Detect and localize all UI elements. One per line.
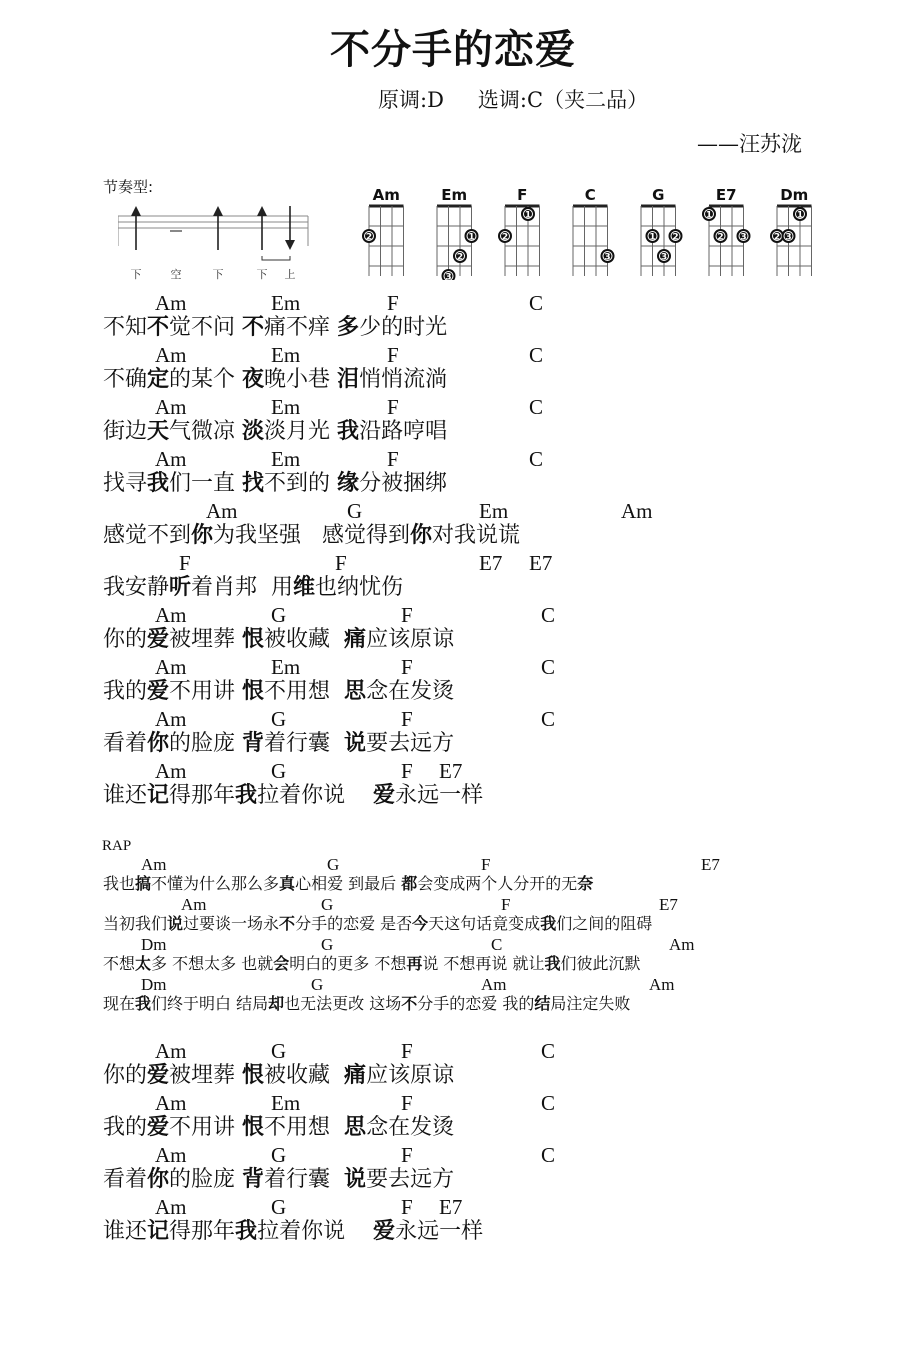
- chord-symbol: C: [529, 447, 544, 471]
- chord-symbol: F: [401, 1091, 413, 1115]
- lyric-text: 不想太多 不想太多 也就会明白的更多 不想再说 不想再说 就让我们彼此沉默: [103, 954, 641, 973]
- chord-symbol: F: [387, 291, 399, 315]
- finger-number: 1: [468, 232, 475, 243]
- finger-number: 3: [785, 232, 792, 243]
- finger-number: 3: [740, 232, 747, 243]
- chord-symbol: Dm: [141, 935, 167, 954]
- finger-number: 2: [773, 232, 781, 243]
- chord-symbol: G: [271, 759, 287, 783]
- chord-diagram-e7: [702, 186, 751, 276]
- chord-symbol: Am: [155, 1195, 187, 1219]
- finger-number: 1: [796, 210, 804, 221]
- chord-name: C: [584, 186, 596, 204]
- finger-number: 2: [501, 232, 509, 243]
- finger-number: 3: [660, 252, 668, 263]
- chord-symbol: G: [271, 707, 287, 731]
- chord-symbol: Am: [155, 759, 187, 783]
- arrow-head-icon: [213, 206, 223, 216]
- chord-symbol: Am: [206, 499, 238, 523]
- chord-symbol: Am: [669, 935, 695, 954]
- rhythm-label: 节奏型:: [103, 178, 154, 196]
- chord-symbol: F: [401, 707, 413, 731]
- arrow-head-icon: [285, 240, 295, 250]
- lyric-text: 看着你的脸庞 背着行囊 说要去远方: [103, 1167, 455, 1192]
- chord-symbol: Dm: [141, 975, 167, 994]
- chord-symbol: C: [529, 343, 544, 367]
- beat-label: 空: [170, 268, 182, 281]
- chord-symbol: Am: [155, 1143, 187, 1167]
- chord-symbol: E7: [701, 855, 720, 874]
- chord-symbol: E7: [479, 551, 503, 575]
- chord-symbol: Am: [141, 855, 167, 874]
- chord-symbol: Am: [155, 447, 187, 471]
- lyric-text: 你的爱被埋葬 恨被收藏 痛应该原谅: [103, 1063, 455, 1088]
- rap-label: RAP: [102, 838, 132, 854]
- chord-symbol: Em: [271, 655, 301, 679]
- chord-symbol: Am: [155, 343, 187, 367]
- chord-symbol: Am: [155, 655, 187, 679]
- chord-symbol: G: [271, 603, 287, 627]
- chord-diagram-am: [362, 186, 404, 276]
- chord-symbol: G: [271, 1039, 287, 1063]
- chord-symbol: Am: [155, 291, 187, 315]
- chord-symbol: F: [387, 343, 399, 367]
- lyric-text: 我安静听着肖邦 用维也纳忧伤: [103, 575, 404, 600]
- lyric-text: 你的爱被埋葬 恨被收藏 痛应该原谅: [103, 627, 455, 652]
- chord-symbol: Am: [155, 603, 187, 627]
- chord-symbol: C: [529, 395, 544, 419]
- chord-symbol: G: [271, 1143, 287, 1167]
- finger-number: 2: [456, 252, 464, 263]
- chord-symbol: Am: [181, 895, 207, 914]
- chord-symbol: F: [401, 603, 413, 627]
- chord-name: Dm: [780, 186, 809, 204]
- original-key: 原调:D: [378, 88, 444, 112]
- chord-symbol: E7: [439, 759, 463, 783]
- chord-symbol: Am: [481, 975, 507, 994]
- chord-symbol: G: [271, 1195, 287, 1219]
- chord-name: Am: [372, 186, 400, 204]
- chord-symbol: G: [327, 855, 340, 874]
- lyric-text: 街边天气微凉 淡淡月光 我沿路哼唱: [103, 419, 448, 444]
- finger-number: 2: [365, 232, 373, 243]
- finger-number: 1: [649, 232, 656, 243]
- chord-symbol: F: [401, 759, 413, 783]
- beat-label: 下: [130, 268, 142, 281]
- chord-symbol: F: [401, 1195, 413, 1219]
- chord-symbol: Em: [271, 343, 301, 367]
- beat-label: 下: [212, 268, 224, 281]
- finger-number: 2: [717, 232, 724, 243]
- lyric-text: 不确定的某个 夜晚小巷 泪悄悄流淌: [103, 367, 448, 392]
- chord-symbol: F: [401, 1143, 413, 1167]
- chord-symbol: C: [541, 707, 556, 731]
- chord-diagram-em: [437, 186, 479, 280]
- finger-number: 3: [445, 272, 452, 280]
- key-info: [378, 84, 682, 114]
- chord-symbol: Am: [621, 499, 653, 523]
- finger-number: 3: [604, 252, 611, 263]
- rhythm-pattern: [118, 198, 318, 284]
- chord-symbol: C: [541, 655, 556, 679]
- chord-symbol: F: [335, 551, 347, 575]
- chord-symbol: C: [541, 603, 556, 627]
- arrow-head-icon: [131, 206, 141, 216]
- artist-name: ——汪苏泷: [697, 132, 802, 156]
- finger-number: 2: [672, 232, 679, 243]
- lyric-text: 我的爱不用讲 恨不用想 思念在发烫: [103, 679, 455, 704]
- chord-symbol: C: [529, 291, 544, 315]
- chord-name: G: [652, 186, 665, 204]
- chord-symbol: Em: [271, 1091, 301, 1115]
- chord-symbol: G: [311, 975, 324, 994]
- finger-number: 1: [705, 210, 713, 221]
- chord-symbol: Em: [271, 447, 301, 471]
- chord-symbol: G: [347, 499, 363, 523]
- arrow-head-icon: [257, 206, 267, 216]
- lyric-text: 找寻我们一直 找不到的 缘分被捆绑: [103, 471, 448, 496]
- chord-name: E7: [715, 186, 737, 204]
- chord-symbol: E7: [659, 895, 678, 914]
- chord-symbol: C: [541, 1143, 556, 1167]
- beat-label: 下: [256, 268, 268, 281]
- lyric-text: 看着你的脸庞 背着行囊 说要去远方: [103, 731, 455, 756]
- lyric-text: 我的爱不用讲 恨不用想 思念在发烫: [103, 1115, 455, 1140]
- lyric-text: 现在我们终于明白 结局却也无法更改 这场不分手的恋爱 我的结局注定失败: [103, 994, 631, 1013]
- chord-symbol: F: [481, 855, 491, 874]
- chord-symbol: Em: [479, 499, 509, 523]
- chord-symbol: Am: [155, 707, 187, 731]
- chord-name: Em: [441, 186, 468, 204]
- chord-symbol: Am: [155, 395, 187, 419]
- lyric-text: 不知不觉不问 不痛不痒 多少的时光: [103, 315, 448, 340]
- chord-symbol: G: [321, 935, 334, 954]
- chord-symbol: Em: [271, 291, 301, 315]
- chord-symbol: C: [541, 1091, 556, 1115]
- chord-symbol: F: [501, 895, 511, 914]
- chord-symbol: F: [179, 551, 191, 575]
- chord-symbol: E7: [529, 551, 553, 575]
- chord-diagrams: [355, 180, 825, 280]
- chord-symbol: F: [401, 655, 413, 679]
- chord-symbol: Am: [155, 1091, 187, 1115]
- chord-diagram-c: [573, 186, 615, 276]
- chord-diagram-g: [641, 186, 683, 276]
- chord-symbol: C: [541, 1039, 556, 1063]
- chord-symbol: C: [491, 935, 503, 954]
- lyric-text: 当初我们说过要谈一场永不分手的恋爱 是否今天这句话竟变成我们之间的阻碍: [103, 914, 653, 933]
- chord-diagram-dm: [770, 186, 812, 276]
- song-title: 不分手的恋爱: [330, 26, 576, 73]
- beat-label: 上: [284, 268, 296, 281]
- beam-bracket: [262, 256, 290, 260]
- chord-symbol: Am: [649, 975, 675, 994]
- lyric-text: 谁还记得那年我拉着你说 爱永远一样: [103, 1219, 484, 1244]
- chord-symbol: F: [387, 395, 399, 419]
- chord-symbol: G: [321, 895, 334, 914]
- chord-symbol: E7: [439, 1195, 463, 1219]
- chord-name: F: [517, 186, 528, 204]
- lyric-text: 我也搞不懂为什么那么多真心相爱 到最后 都会变成两个人分开的无奈: [103, 874, 594, 893]
- chord-symbol: Em: [271, 395, 301, 419]
- chord-symbol: F: [401, 1039, 413, 1063]
- lyric-text: 感觉不到你为我坚强 感觉得到你对我说谎: [103, 523, 521, 548]
- selected-key: 选调:C（夹二品）: [477, 88, 649, 112]
- chord-symbol: F: [387, 447, 399, 471]
- lyric-text: 谁还记得那年我拉着你说 爱永远一样: [103, 783, 484, 808]
- chord-diagram-f: [498, 186, 540, 276]
- chord-symbol: Am: [155, 1039, 187, 1063]
- finger-number: 1: [524, 210, 532, 221]
